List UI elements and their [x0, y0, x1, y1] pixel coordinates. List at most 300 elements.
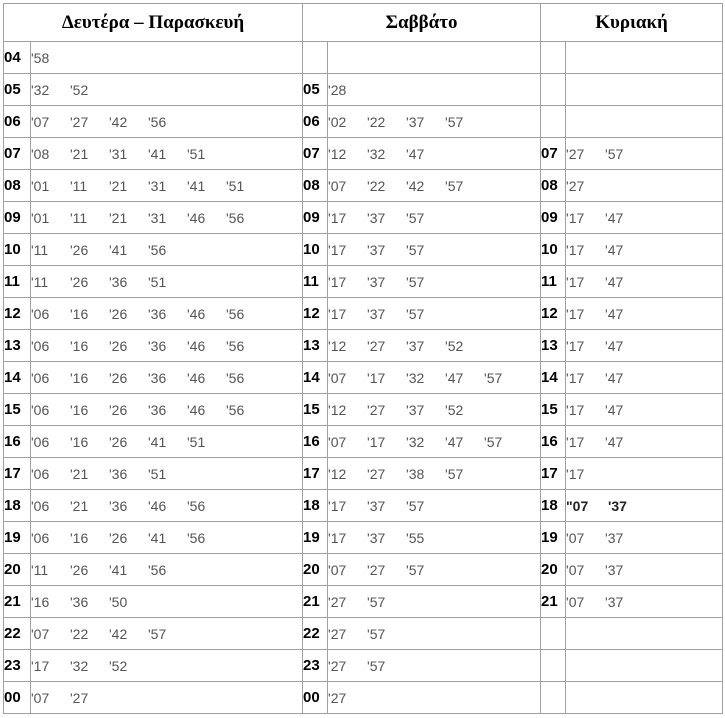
departure-minute: '22 — [70, 625, 89, 642]
departure-minute: '47 — [445, 369, 464, 386]
weekday-minutes-cell — [31, 458, 303, 490]
saturday-minutes-cell — [328, 522, 541, 554]
departure-minute: '12 — [328, 401, 347, 418]
departure-minute: '37 — [367, 497, 386, 514]
weekday-hour-cell: 17 — [4, 458, 31, 490]
saturday-hour-cell: 13 — [303, 330, 328, 362]
departure-minute: '41 — [187, 177, 206, 194]
saturday-minutes-cell — [328, 266, 541, 298]
departure-minute: '47 — [605, 305, 624, 322]
departure-minute: '27 — [328, 625, 347, 642]
table-row — [4, 106, 723, 138]
sunday-hour-cell — [541, 74, 566, 106]
departure-minute: '46 — [187, 209, 206, 226]
sunday-minutes-cell — [566, 266, 723, 298]
departure-minute: '27 — [70, 113, 89, 130]
departure-minute: '51 — [187, 433, 206, 450]
departure-minute: '37 — [367, 529, 386, 546]
weekday-hour-cell: 11 — [4, 266, 31, 298]
departure-minute: '47 — [605, 337, 624, 354]
sunday-hour-cell — [541, 650, 566, 682]
departure-minute: '42 — [109, 113, 128, 130]
departure-minute: '17 — [328, 497, 347, 514]
departure-minute: '46 — [187, 337, 206, 354]
departure-minute: '17 — [566, 465, 585, 482]
departure-minute: '26 — [70, 273, 89, 290]
departure-minute: '57 — [406, 241, 425, 258]
table-row — [4, 42, 723, 74]
saturday-hour-cell: 09 — [303, 202, 328, 234]
departure-minute: '57 — [148, 625, 167, 642]
departure-minute: '17 — [566, 433, 585, 450]
departure-minute: '22 — [367, 177, 386, 194]
sunday-minutes-cell — [566, 362, 723, 394]
departure-minute: '32 — [31, 81, 50, 98]
departure-minute: '46 — [187, 305, 206, 322]
departure-minute: '37 — [367, 241, 386, 258]
saturday-minutes-cell — [328, 330, 541, 362]
departure-minute: '27 — [328, 657, 347, 674]
weekday-minutes-cell — [31, 170, 303, 202]
weekday-minutes-cell — [31, 426, 303, 458]
timetable — [3, 3, 723, 714]
departure-minute: '17 — [566, 369, 585, 386]
weekday-hour-cell: 19 — [4, 522, 31, 554]
departure-minute: '16 — [70, 337, 89, 354]
departure-minute: '12 — [328, 145, 347, 162]
departure-minute: '57 — [406, 305, 425, 322]
weekday-hour-cell: 09 — [4, 202, 31, 234]
departure-minute: '42 — [109, 625, 128, 642]
departure-minute: '52 — [109, 657, 128, 674]
departure-minute: '07 — [566, 561, 585, 578]
departure-minute: '56 — [226, 401, 245, 418]
departure-minute: "07 — [566, 497, 589, 514]
departure-minute: '27 — [367, 465, 386, 482]
table-row — [4, 522, 723, 554]
departure-minute: '16 — [31, 593, 50, 610]
table-row — [4, 330, 723, 362]
departure-minute: '36 — [109, 273, 128, 290]
departure-minute: '32 — [406, 369, 425, 386]
sunday-minutes-cell — [566, 234, 723, 266]
departure-minute: '51 — [148, 465, 167, 482]
table-row — [4, 682, 723, 714]
departure-minute: '21 — [70, 145, 89, 162]
departure-minute: '16 — [70, 401, 89, 418]
saturday-minutes-cell — [328, 554, 541, 586]
departure-minute: '47 — [406, 145, 425, 162]
weekday-hour-cell: 08 — [4, 170, 31, 202]
sunday-minutes-cell — [566, 554, 723, 586]
departure-minute: '07 — [566, 529, 585, 546]
weekday-hour-cell: 20 — [4, 554, 31, 586]
departure-minute: '06 — [31, 369, 50, 386]
departure-minute: '06 — [31, 529, 50, 546]
departure-minute: '21 — [70, 465, 89, 482]
departure-minute: '57 — [445, 465, 464, 482]
weekday-minutes-cell — [31, 682, 303, 714]
saturday-hour-cell: 14 — [303, 362, 328, 394]
sunday-minutes-cell — [566, 458, 723, 490]
departure-minute: '27 — [367, 561, 386, 578]
saturday-hour-cell: 22 — [303, 618, 328, 650]
table-row — [4, 74, 723, 106]
departure-minute: '26 — [70, 561, 89, 578]
departure-minute: '36 — [148, 401, 167, 418]
weekday-minutes-cell — [31, 106, 303, 138]
departure-minute: '11 — [31, 241, 49, 258]
weekday-minutes-cell — [31, 74, 303, 106]
saturday-hour-cell: 00 — [303, 682, 328, 714]
departure-minute: '37 — [367, 305, 386, 322]
departure-minute: '37 — [605, 561, 624, 578]
departure-minute: '32 — [406, 433, 425, 450]
departure-minute: '47 — [605, 241, 624, 258]
departure-minute: '17 — [566, 305, 585, 322]
sunday-hour-cell — [541, 682, 566, 714]
weekday-hour-cell: 07 — [4, 138, 31, 170]
sunday-hour-cell: 10 — [541, 234, 566, 266]
sunday-hour-cell — [541, 106, 566, 138]
saturday-minutes-cell — [328, 234, 541, 266]
header-saturday: Σαββάτο — [303, 4, 541, 42]
sunday-hour-cell: 11 — [541, 266, 566, 298]
departure-minute: '36 — [148, 305, 167, 322]
header-row — [4, 4, 723, 42]
sunday-hour-cell: 18 — [541, 490, 566, 522]
sunday-hour-cell: 15 — [541, 394, 566, 426]
sunday-minutes-cell — [566, 618, 723, 650]
departure-minute: '56 — [148, 561, 167, 578]
departure-minute: '57 — [406, 273, 425, 290]
sunday-hour-cell: 08 — [541, 170, 566, 202]
departure-minute: '17 — [31, 657, 50, 674]
departure-minute: '56 — [226, 337, 245, 354]
departure-minute: '17 — [566, 241, 585, 258]
saturday-minutes-cell — [328, 298, 541, 330]
saturday-minutes-cell — [328, 106, 541, 138]
weekday-hour-cell: 14 — [4, 362, 31, 394]
saturday-hour-cell: 05 — [303, 74, 328, 106]
departure-minute: '47 — [605, 273, 624, 290]
departure-minute: '28 — [328, 81, 347, 98]
table-row — [4, 426, 723, 458]
saturday-hour-cell: 19 — [303, 522, 328, 554]
weekday-minutes-cell — [31, 138, 303, 170]
departure-minute: '11 — [70, 209, 88, 226]
weekday-hour-cell: 15 — [4, 394, 31, 426]
table-row — [4, 586, 723, 618]
saturday-minutes-cell — [328, 42, 541, 74]
departure-minute: '56 — [187, 497, 206, 514]
weekday-hour-cell: 06 — [4, 106, 31, 138]
departure-minute: '51 — [187, 145, 206, 162]
departure-minute: '56 — [148, 113, 167, 130]
weekday-minutes-cell — [31, 554, 303, 586]
departure-minute: '27 — [566, 145, 585, 162]
table-row — [4, 138, 723, 170]
table-row — [4, 266, 723, 298]
timetable-body — [4, 42, 723, 714]
weekday-hour-cell: 23 — [4, 650, 31, 682]
saturday-hour-cell: 15 — [303, 394, 328, 426]
departure-minute: '46 — [148, 497, 167, 514]
departure-minute: '46 — [187, 369, 206, 386]
departure-minute: '21 — [109, 177, 128, 194]
sunday-minutes-cell — [566, 586, 723, 618]
departure-minute: '06 — [31, 305, 50, 322]
departure-minute: '21 — [70, 497, 89, 514]
departure-minute: '57 — [406, 497, 425, 514]
saturday-minutes-cell — [328, 618, 541, 650]
weekday-hour-cell: 10 — [4, 234, 31, 266]
sunday-minutes-cell — [566, 394, 723, 426]
weekday-hour-cell: 22 — [4, 618, 31, 650]
departure-minute: '17 — [328, 529, 347, 546]
weekday-hour-cell: 21 — [4, 586, 31, 618]
departure-minute: '51 — [226, 177, 245, 194]
table-row — [4, 618, 723, 650]
departure-minute: '32 — [70, 657, 89, 674]
departure-minute: '12 — [328, 337, 347, 354]
weekday-minutes-cell — [31, 266, 303, 298]
sunday-hour-cell: 09 — [541, 202, 566, 234]
departure-minute: '07 — [328, 369, 347, 386]
saturday-hour-cell: 08 — [303, 170, 328, 202]
weekday-minutes-cell — [31, 586, 303, 618]
saturday-minutes-cell — [328, 650, 541, 682]
departure-minute: '07 — [328, 561, 347, 578]
saturday-hour-cell: 21 — [303, 586, 328, 618]
sunday-minutes-cell — [566, 682, 723, 714]
weekday-hour-cell: 13 — [4, 330, 31, 362]
saturday-minutes-cell — [328, 426, 541, 458]
sunday-minutes-cell — [566, 42, 723, 74]
departure-minute: '37 — [605, 593, 624, 610]
sunday-hour-cell: 21 — [541, 586, 566, 618]
departure-minute: '57 — [367, 657, 386, 674]
weekday-minutes-cell — [31, 394, 303, 426]
weekday-minutes-cell — [31, 362, 303, 394]
saturday-hour-cell: 07 — [303, 138, 328, 170]
departure-minute: '36 — [148, 337, 167, 354]
departure-minute: '02 — [328, 113, 347, 130]
weekday-minutes-cell — [31, 234, 303, 266]
sunday-hour-cell: 14 — [541, 362, 566, 394]
departure-minute: '52 — [445, 401, 464, 418]
departure-minute: '06 — [31, 433, 50, 450]
weekday-minutes-cell — [31, 298, 303, 330]
weekday-minutes-cell — [31, 490, 303, 522]
weekday-minutes-cell — [31, 330, 303, 362]
sunday-minutes-cell — [566, 490, 723, 522]
saturday-hour-cell: 12 — [303, 298, 328, 330]
table-row — [4, 202, 723, 234]
departure-minute: '07 — [31, 625, 50, 642]
departure-minute: '07 — [328, 433, 347, 450]
saturday-hour-cell: 16 — [303, 426, 328, 458]
sunday-minutes-cell — [566, 170, 723, 202]
departure-minute: '36 — [148, 369, 167, 386]
departure-minute: '42 — [406, 177, 425, 194]
weekday-minutes-cell — [31, 202, 303, 234]
departure-minute: '57 — [605, 145, 624, 162]
table-row — [4, 490, 723, 522]
departure-minute: '12 — [328, 465, 347, 482]
saturday-minutes-cell — [328, 74, 541, 106]
departure-minute: '17 — [367, 433, 386, 450]
departure-minute: '46 — [187, 401, 206, 418]
departure-minute: '17 — [328, 209, 347, 226]
departure-minute: '07 — [31, 689, 50, 706]
departure-minute: '06 — [31, 337, 50, 354]
departure-minute: '37 — [406, 401, 425, 418]
departure-minute: '56 — [226, 369, 245, 386]
departure-minute: '21 — [109, 209, 128, 226]
departure-minute: '58 — [31, 49, 50, 66]
saturday-minutes-cell — [328, 394, 541, 426]
sunday-hour-cell: 17 — [541, 458, 566, 490]
departure-minute: '31 — [148, 177, 167, 194]
departure-minute: '06 — [31, 465, 50, 482]
saturday-minutes-cell — [328, 586, 541, 618]
saturday-hour-cell: 20 — [303, 554, 328, 586]
departure-minute: '06 — [31, 401, 50, 418]
saturday-hour-cell: 11 — [303, 266, 328, 298]
departure-minute: '22 — [367, 113, 386, 130]
weekday-minutes-cell — [31, 42, 303, 74]
sunday-minutes-cell — [566, 106, 723, 138]
departure-minute: '16 — [70, 529, 89, 546]
weekday-hour-cell: 05 — [4, 74, 31, 106]
weekday-hour-cell: 16 — [4, 426, 31, 458]
departure-minute: '16 — [70, 369, 89, 386]
header-weekdays: Δευτέρα – Παρασκευή — [4, 4, 303, 42]
sunday-minutes-cell — [566, 650, 723, 682]
departure-minute: '27 — [367, 337, 386, 354]
sunday-hour-cell — [541, 618, 566, 650]
departure-minute: '17 — [328, 241, 347, 258]
sunday-minutes-cell — [566, 298, 723, 330]
saturday-hour-cell — [303, 42, 328, 74]
departure-minute: '32 — [367, 145, 386, 162]
table-row — [4, 234, 723, 266]
departure-minute: '36 — [109, 497, 128, 514]
departure-minute: '26 — [109, 305, 128, 322]
sunday-minutes-cell — [566, 138, 723, 170]
sunday-minutes-cell — [566, 426, 723, 458]
departure-minute: '41 — [148, 145, 167, 162]
table-row — [4, 650, 723, 682]
departure-minute: '57 — [445, 177, 464, 194]
departure-minute: '41 — [148, 529, 167, 546]
sunday-minutes-cell — [566, 522, 723, 554]
weekday-minutes-cell — [31, 522, 303, 554]
weekday-hour-cell: 00 — [4, 682, 31, 714]
departure-minute: '31 — [148, 209, 167, 226]
departure-minute: '47 — [605, 369, 624, 386]
table-row — [4, 170, 723, 202]
departure-minute: '06 — [31, 497, 50, 514]
departure-minute: '37 — [367, 209, 386, 226]
departure-minute: '57 — [445, 113, 464, 130]
departure-minute: '27 — [328, 689, 347, 706]
departure-minute: '47 — [605, 433, 624, 450]
sunday-hour-cell: 13 — [541, 330, 566, 362]
saturday-hour-cell: 17 — [303, 458, 328, 490]
departure-minute: '11 — [31, 561, 49, 578]
departure-minute: '17 — [566, 273, 585, 290]
departure-minute: '16 — [70, 305, 89, 322]
departure-minute: '27 — [367, 401, 386, 418]
saturday-minutes-cell — [328, 170, 541, 202]
sunday-hour-cell: 19 — [541, 522, 566, 554]
departure-minute: '16 — [70, 433, 89, 450]
weekday-hour-cell: 18 — [4, 490, 31, 522]
departure-minute: '57 — [367, 593, 386, 610]
saturday-minutes-cell — [328, 362, 541, 394]
departure-minute: '52 — [445, 337, 464, 354]
saturday-hour-cell: 23 — [303, 650, 328, 682]
table-row — [4, 362, 723, 394]
saturday-hour-cell: 06 — [303, 106, 328, 138]
departure-minute: '41 — [148, 433, 167, 450]
departure-minute: '01 — [31, 177, 50, 194]
departure-minute: '37 — [367, 273, 386, 290]
departure-minute: '07 — [328, 177, 347, 194]
departure-minute: '56 — [148, 241, 167, 258]
sunday-hour-cell: 16 — [541, 426, 566, 458]
sunday-hour-cell — [541, 42, 566, 74]
sunday-minutes-cell — [566, 74, 723, 106]
saturday-minutes-cell — [328, 490, 541, 522]
departure-minute: '56 — [226, 305, 245, 322]
departure-minute: '47 — [445, 433, 464, 450]
departure-minute: '51 — [148, 273, 167, 290]
departure-minute: '11 — [70, 177, 88, 194]
departure-minute: '36 — [70, 593, 89, 610]
departure-minute: '56 — [226, 209, 245, 226]
departure-minute: '27 — [70, 689, 89, 706]
departure-minute: '07 — [566, 593, 585, 610]
table-row — [4, 458, 723, 490]
departure-minute: '50 — [109, 593, 128, 610]
saturday-minutes-cell — [328, 202, 541, 234]
departure-minute: '41 — [109, 561, 128, 578]
table-row — [4, 298, 723, 330]
departure-minute: '17 — [328, 273, 347, 290]
weekday-hour-cell: 12 — [4, 298, 31, 330]
saturday-minutes-cell — [328, 138, 541, 170]
departure-minute: '17 — [566, 401, 585, 418]
saturday-hour-cell: 18 — [303, 490, 328, 522]
departure-minute: '26 — [109, 401, 128, 418]
header-sunday: Κυριακή — [541, 4, 723, 42]
departure-minute: '37 — [406, 113, 425, 130]
departure-minute: '11 — [31, 273, 49, 290]
departure-minute: '17 — [566, 209, 585, 226]
departure-minute: '07 — [31, 113, 50, 130]
departure-minute: '37 — [608, 497, 627, 514]
departure-minute: '57 — [406, 561, 425, 578]
departure-minute: '26 — [109, 337, 128, 354]
departure-minute: '26 — [109, 433, 128, 450]
departure-minute: '57 — [484, 433, 503, 450]
table-row — [4, 394, 723, 426]
weekday-hour-cell: 04 — [4, 42, 31, 74]
saturday-hour-cell: 10 — [303, 234, 328, 266]
